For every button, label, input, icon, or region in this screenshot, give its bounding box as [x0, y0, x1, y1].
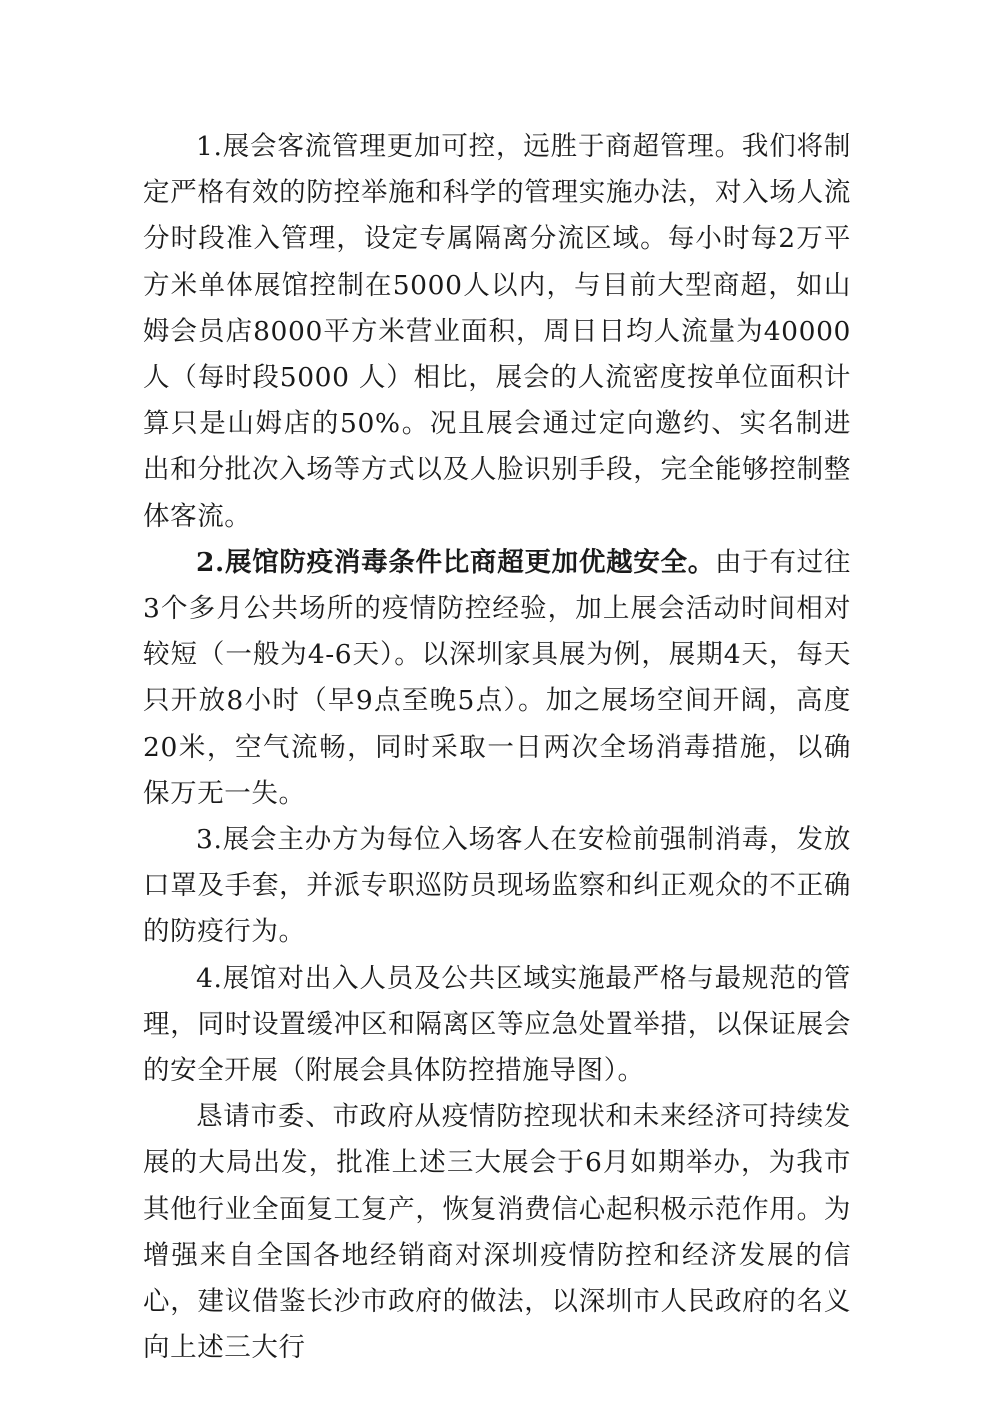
paragraph-5-text: 恳请市委、市政府从疫情防控现状和未来经济可持续发展的大局出发，批准上述三大展会于6月如期举办，为我市其他行业全面复工复产，恢复消费信心起积极示范作用。为增强来自全国各地经销商对深圳疫情防控和经济发展的信心，建议借鉴长沙市政府的做法，以深圳市人民政府的名义向上述三大行: [143, 1101, 851, 1364]
document-body: [143, 124, 851, 1371]
paragraph-2: [143, 540, 851, 817]
paragraph-4: [143, 956, 851, 1095]
paragraph-5: [143, 1094, 851, 1371]
paragraph-4-text: 4.展馆对出入人员及公共区域实施最严格与最规范的管理，同时设置缓冲区和隔离区等应急处置举措，以保证展会的安全开展（附展会具体防控措施导图）。: [143, 962, 851, 1087]
paragraph-1: [143, 124, 851, 540]
paragraph-2-text: 由于有过往3个多月公共场所的疫情防控经验，加上展会活动时间相对较短（一般为4-6天）。以深圳家具展为例，展期4天，每天只开放8小时（早9点至晚5点）。加之展场空间开阔，高度20米，空气流畅，同时采取一日两次全场消毒措施，以确保万无一失。: [143, 546, 852, 809]
paragraph-3: [143, 817, 851, 956]
paragraph-3-text: 3.展会主办方为每位入场客人在安检前强制消毒，发放口罩及手套，并派专职巡防员现场监察和纠正观众的不正确的防疫行为。: [143, 824, 851, 948]
paragraph-2-lead-bold: 2.展馆防疫消毒条件比商超更加优越安全。: [196, 546, 716, 578]
paragraph-1-text: 1.展会客流管理更加可控，远胜于商超管理。我们将制定严格有效的防控举施和科学的管理实施办法，对入场人流分时段准入管理，设定专属隔离分流区域。每小时每2万平方米单体展馆控制在5000人以内，与目前大型商超，如山姆会员店8000平方米营业面积，周日日均人流量为40000人（每时段5000 人）相比，展会的人流密度按单位面积计算只是山姆店的50%。况且展会通过定向邀约、实名制进出和分批次入场等方式以及人脸识别手段，完全能够控制整体客流。: [143, 131, 851, 532]
